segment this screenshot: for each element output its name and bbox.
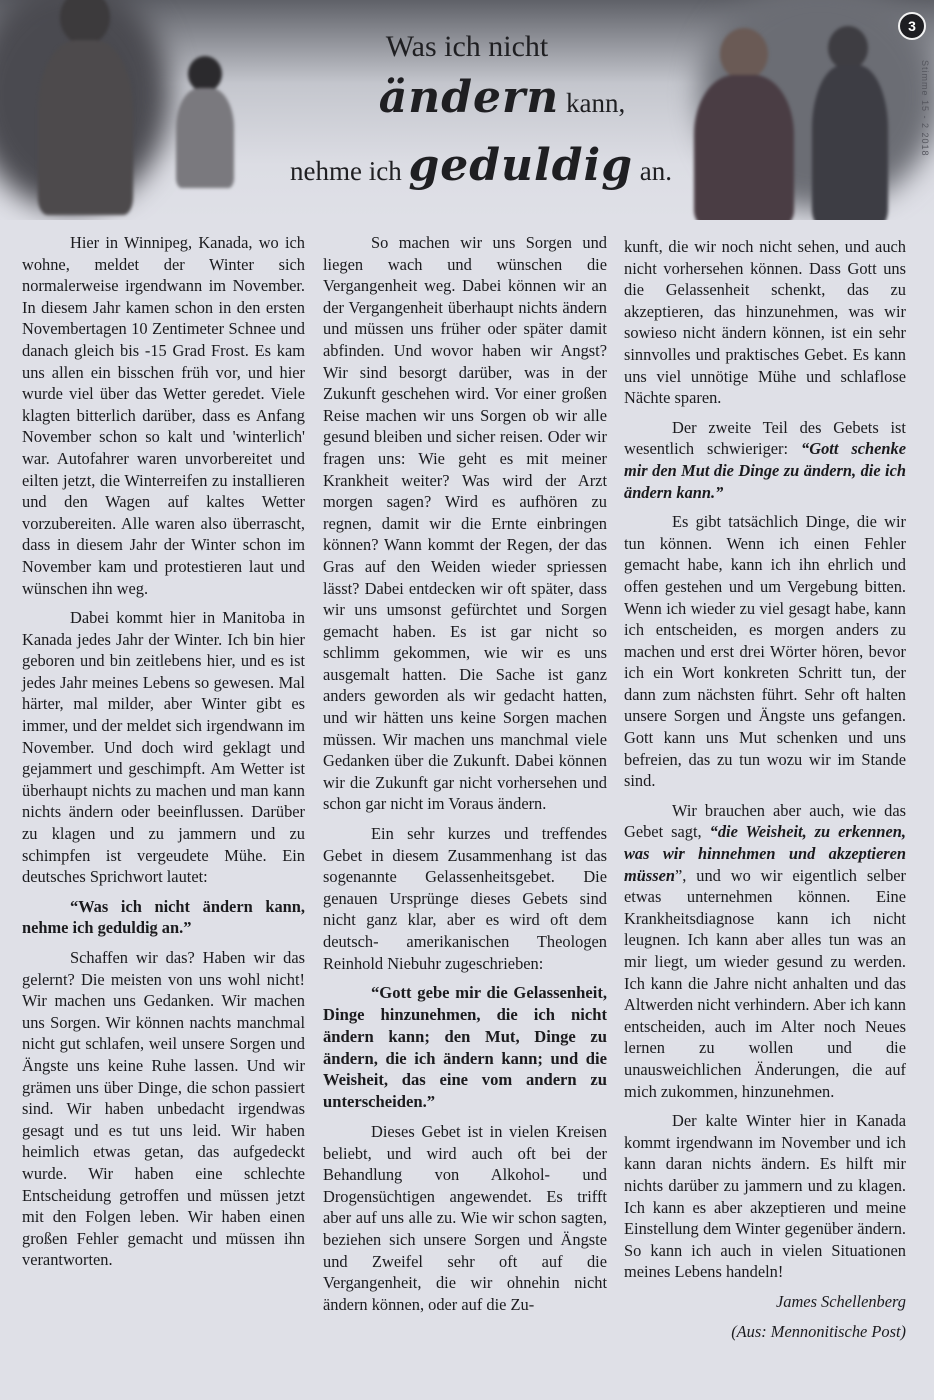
paragraph: Es gibt tatsächlich Dinge, die wir tun können. Wenn ich einen Fehler gemacht habe, kann ich ihn ehrlich und offen gestehen und um Vergebung bitten. Wenn ich wieder zu viel gesagt habe, kann ich entscheiden, es morgen anders zu machen und erst drei Wörter hören, bevor ich ein Wort konkreten Schritt tun, der dann zum nächsten führt. Sehr oft halten unsere Sorgen und Ängste uns gefangen. Gott kann uns Mut schenken und uns befreien, das zu tun wozu wir im Stande sind.	[624, 512, 906, 791]
prayer-part-quote: “Gott schenke mir den Mut die Dinge zu ändern, die ich ändern kann.”	[624, 439, 906, 502]
paragraph: Ein sehr kurzes und treffendes Gebet in diesem Zusammenhang ist das sogenannte Gelassenheitsgebet. Die genauen Ursprünge dieses Gebets sind nicht ganz klar, aber es wird oft dem deutsch- amerikanischen Theologen Reinhold Niebuhr zugeschrieben:	[323, 824, 607, 973]
article-column-3	[624, 236, 906, 1350]
headline-line-3	[0, 140, 934, 191]
prayer-part-quote: “die Weisheit, zu erkennen, was wir hinnehmen und akzeptieren müssen	[624, 822, 907, 885]
article-column-2	[323, 232, 607, 1323]
paragraph	[624, 800, 906, 1102]
paragraph: kunft, die wir noch nicht sehen, und auch nicht vorhersehen können. Dass Gott uns die Gelassenheit schenkt, das zu akzeptieren, das hinzunehmen, was wir sowieso nicht ändern können, ist ein sehr sinnvolles und praktisches Gebet. Es kann uns viel unnötige Mühe und schlaflose Nächte sparen.	[624, 237, 906, 408]
paragraph: Dabei kommt hier in Manitoba in Kanada jedes Jahr der Winter. Ich bin hier geboren und bin zeitlebens hier, und es ist jedes Jahr meines Lebens so gewesen. Mal härter, mal milder, aber Winter gibt es immer, und der meldet sich irgendwann im November. Und doch wird geklagt und gejammert und geschimpft. Am Wetter ist überhaupt nichts zu machen und man kann nichts ändern oder beeinflussen. Darüber zu klagen und zu jammern und zu schimpfen ist vergeudete Mühe. Ein deutsches Sprichwort lautet:	[22, 608, 305, 887]
serenity-prayer-quote: “Gott gebe mir die Gelassenheit, Dinge hinzunehmen, die ich nicht ändern kann; den Mut, Dinge zu ändern, die ich ändern kann; und die Weisheit, das eine vom andern zu unterscheiden.”	[323, 983, 607, 1112]
header-photo-banner	[0, 0, 934, 220]
headline-line-3-pre: nehme ich	[290, 156, 402, 186]
headline-line-1: Was ich nicht	[385, 30, 549, 63]
article-column-1	[22, 232, 305, 1279]
author-name: James Schellenberg	[775, 1291, 906, 1311]
headline-script-word-2: geduldig	[408, 140, 633, 191]
source-credit: (Aus: Mennonitische Post)	[731, 1321, 906, 1341]
paragraph: Der kalte Winter hier in Kanada kommt irgendwann im November und ich kann daran nichts ändern. Es hilft mir nichts darüber zu jammern und zu klagen. Ich kann es aber akzeptieren und meine Einstellung dem Winter gegenüber ändern. So kann ich auch in vielen Situationen meines Lebens handeln!	[624, 1111, 906, 1282]
paragraph-text: Der zweite Teil des Gebets ist wesentlich schwieriger:	[624, 417, 906, 459]
paragraph: Hier in Winnipeg, Kanada, wo ich wohne, meldet der Winter sich normalerweise irgendwann im November. In diesem Jahr kamen schon in den ersten Novembertagen 10 Zentimeter Schnee und danach gleich bis -15 Grad Frost. Es kam uns allen ein bisschen früh vor, und hier wurde viel über das Wetter geredet. Viele klagten bitterlich darüber, dass es Anfang November schon so kalt und 'winterlich' war. Autofahrer waren unvorbereitet und eilten jetzt, die Winterreifen zu installieren und den Wagen auf kaltes Wetter vorzubereiten. Alle waren also überrascht, dass in diesem Jahr der Winter schon im November kam und protestieren laut und wünschen ihn weg.	[22, 233, 305, 598]
proverb-quote: “Was ich nicht ändern kann, nehme ich geduldig an.”	[22, 896, 305, 938]
paragraph: So machen wir uns Sorgen und liegen wach und wünschen die Vergangenheit weg. Dabei können wir an der Vergangenheit überhaupt nichts ändern und müssen uns früher oder später damit abfinden. Und wovor haben wir Angst? Wir sind besorgt darüber, was in der Zukunft geschehen wird. Vor einer großen Reise machen wir uns Sorgen ob wir alle gesund bleiben und sicher reisen. Oder wir fragen uns: Wie geht es mit meiner Krankheit weiter? Was wird der Arzt morgen sagen? Wird es aufhören zu regnen, damit wir die Ernte einbringen können? Wann kommt der Regen, der das Gras auf den Weiden wieder spriessen lässt? Dabei entdecken wir oft später, dass wir uns umsonst gefürchtet und Sorgen gemacht haben. Es ist gar nicht so schlimm gekommen, wie wir es uns ausgemalt hatten. Die Sache ist ganz anders geworden als wir gedacht hatten, und wir hätten uns keine Sorgen machen müssen. Wir machen uns manchmal viele Gedanken über die Zukunft. Dabei können wir die Zukunft gar nicht vorhersehen und schon gar nicht im Voraus ändern.	[323, 233, 607, 814]
headline-script-word: ändern	[378, 72, 560, 123]
side-issue-code: Stimme 15 - 2 2018	[920, 60, 930, 157]
paragraph: Dieses Gebet ist in vielen Kreisen beliebt, und wird auch oft bei der Behandlung von Alkohol- und Drogensüchtigen angewendet. Es trifft aber auf uns alle zu. Wie wir schon sagten, beziehen sich unsere Sorgen und Ängste und Zweifel sehr oft auf die Vergangenheit, die wir ohnehin nicht ändern können, oder auf die Zu-	[323, 1121, 607, 1314]
headline-line-2-rest: kann,	[565, 88, 626, 118]
page-number-badge: 3	[898, 12, 926, 40]
headline-line-2	[0, 72, 934, 123]
paragraph	[624, 417, 906, 503]
paragraph: Schaffen wir das? Haben wir das gelernt? Die meisten von uns wohl nicht! Wir machen uns Gedanken. Wir machen uns Sorgen. Wir können nachts manchmal nicht gut schlafen, weil unsere Sorgen und Ängste uns keine Ruhe lassen. Und wir grämen uns über Dinge, die schon passiert sind. Wir haben unbedacht irgendwas gesagt und es tut uns leid. Wir haben heimlich etwas getan, das aufgedeckt wurde. Wir haben eine schlechte Entscheidung getroffen und müssen jetzt mit den Folgen leben. Wir haben einen großen Fehler gemacht und müssen ihn verantworten.	[22, 948, 305, 1270]
headline-line-3-post: an.	[639, 156, 672, 186]
paragraph-text: Wir brauchen aber auch, wie das Gebet sagt,	[624, 800, 906, 842]
paragraph-text: ”, und wo wir eigentlich selber etwas unternehmen können. Eine Krankheitsdiagnose kann ich nicht leugnen. Ich kann aber alles tun was an mir liegt, um wieder gesund zu werden. Ich kann die Jahre nicht anhalten und das Altwerden nicht verhindern. Aber ich kann entscheiden, auch im Alter noch Neues lernen zu wollen und die unausweichlichen Änderungen, die auf mich zukommen, hinzunehmen.	[624, 865, 906, 1101]
